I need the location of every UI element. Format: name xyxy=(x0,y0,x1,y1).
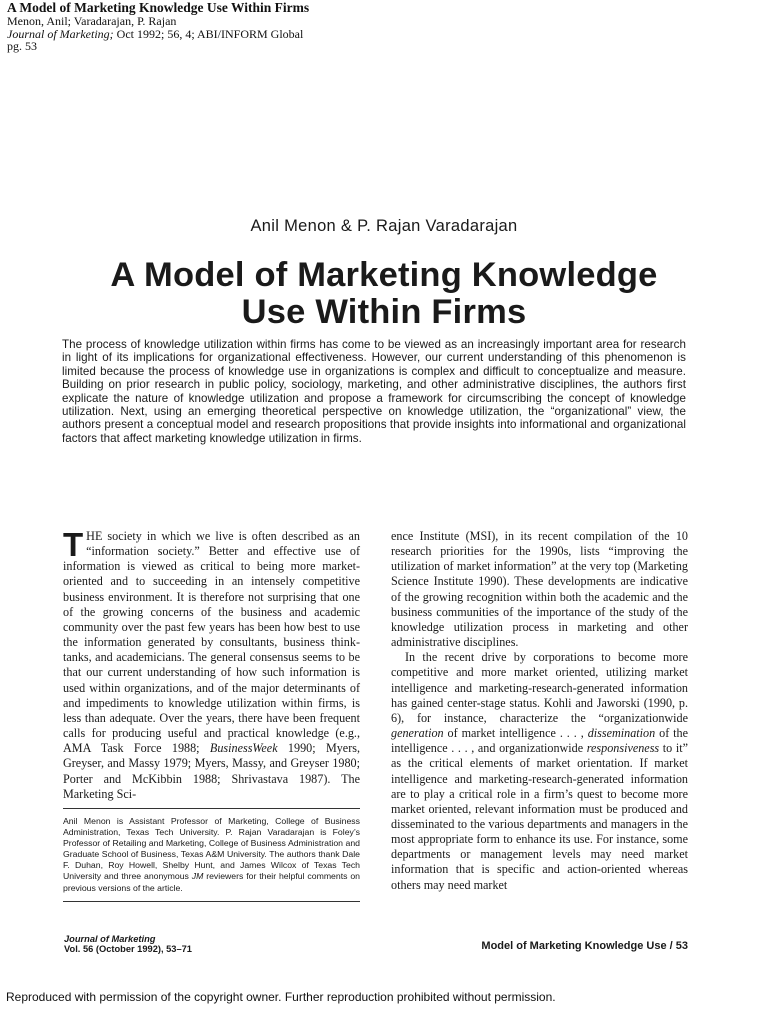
citation-issue: Oct 1992; 56, 4; ABI/INFORM Global xyxy=(113,26,304,41)
body-paragraph xyxy=(63,526,360,802)
body-text: In the recent drive by corporations to become more competitive and more market oriented, utilizing market intelligence and marketing-research-generated information has gained center-stage status. Kohli and Jaworski (1990, p. 6), for instance, characterize the “organizationwide xyxy=(391,650,688,725)
footnote-rule-top xyxy=(63,808,360,809)
body-text: of the intelligence . . . , and organizationwide xyxy=(391,726,689,756)
footnote-text-italic: JM xyxy=(191,871,204,882)
body-text: to it” as the critical elements of market orientation. If market intelligence and marketing-research-generated information are to play a critical role in a firm’s quest to become more market oriented, relevant information must be produced and disseminated to the various departments and managers in the most appropriate form to enhance its use. For instance, some departments or management levels may need market information that is specific and action-oriented whereas others may need market xyxy=(391,741,688,892)
drop-cap: T xyxy=(63,526,84,563)
body-column-left xyxy=(63,526,360,802)
journal-volume: Vol. 56 (October 1992), 53–71 xyxy=(64,944,192,954)
citation-header xyxy=(7,1,527,53)
footnote-text: reviewers for their helpful comments on previous versions of the article. xyxy=(63,871,360,893)
citation-authors: Menon, Anil; Varadarajan, P. Rajan xyxy=(7,14,177,28)
body-paragraph xyxy=(391,650,688,893)
citation-title: A Model of Marketing Knowledge Use Within Firms xyxy=(7,0,310,15)
article-title-line-2: Use Within Firms xyxy=(241,293,527,331)
running-head-page-number: Model of Marketing Knowledge Use / 53 xyxy=(481,940,688,952)
body-text-italic: generation xyxy=(391,726,444,741)
footnote-rule-bottom xyxy=(63,901,360,902)
footnote-text: Anil Menon is Assistant Professor of Marketing, College of Business Administration, Texas Tech University. P. Rajan Varadarajan is Foley’s Professor of Retailing and Marketing, College of Business Administration and Graduate School of Business, Texas A&M University. The authors thank Dale F. Duhan, Roy Howell, Shelby Hunt, and James Wilcox of Texas Tech University and three anonymous xyxy=(63,816,360,882)
author-footnote xyxy=(63,816,360,894)
article-title-line-1: A Model of Marketing Knowledge xyxy=(110,256,658,294)
body-paragraph: ence Institute (MSI), in its recent compilation of the 10 research priorities for the 1990s, lists “improving the utilization of market information” at the very top (Marketing Science Institute 1990). These developments are indicative of the growing recognition within both the academic and the business communities of the importance of the study of the knowledge utilization process in marketing and other administrative disciplines. xyxy=(391,529,688,650)
body-text: HE society in which we live is often described as an “information society.” Better and effective use of information is viewed as critical to being more market-oriented and to succeeding in an intensely competitive business environment. It is therefore not surprising that one of the growing concerns of the business and academic community over the past few years has been how best to use the information generated by consultants, business think-tanks, and academicians. The general consensus seems to be that our current understanding of how such information is used within organizations, and of the major determinants of and impediments to knowledge utilization within firms, is less than adequate. Over the years, there have been frequent calls for producing useful and practical knowledge (e.g., AMA Task Force 1988; xyxy=(63,529,360,756)
body-text-italic: responsiveness xyxy=(586,741,660,756)
article-title xyxy=(0,257,768,331)
journal-footer xyxy=(64,934,192,954)
citation-journal: Journal of Marketing; xyxy=(7,26,114,41)
article-authors: Anil Menon & P. Rajan Varadarajan xyxy=(250,217,518,235)
citation-page: pg. 53 xyxy=(7,39,37,53)
citation-source xyxy=(7,28,527,41)
permission-notice: Reproduced with permission of the copyright owner. Further reproduction prohibited without permission. xyxy=(6,990,556,1004)
body-text-italic: BusinessWeek xyxy=(209,741,278,756)
body-text-italic: dissemination xyxy=(587,726,656,741)
body-text: of market intelligence . . . , xyxy=(443,726,588,741)
journal-name: Journal of Marketing xyxy=(64,934,156,944)
body-column-right xyxy=(391,529,688,893)
abstract: The process of knowledge utilization within firms has come to be viewed as an increasingly important area for research in light of its implications for organizational effectiveness. However, our current understanding of this phenomenon is limited because the process of knowledge use in organizations is complex and difficult to conceptualize and measure. Building on prior research in public policy, sociology, marketing, and other administrative disciplines, the authors first explicate the nature of knowledge utilization and propose a framework for circumscribing the concept of knowledge utilization. Next, using an emerging theoretical perspective on knowledge utilization, the “organizational” view, the authors present a conceptual model and research propositions that provide insights into informational and organizational factors that affect marketing knowledge utilization in firms. xyxy=(62,338,686,445)
body-text: 1990; Myers, Greyser, and Massy 1979; Myers, Massy, and Greyser 1980; Porter and McKibbin 1988; Shrivastava 1987). The Marketing Sci- xyxy=(63,741,360,801)
